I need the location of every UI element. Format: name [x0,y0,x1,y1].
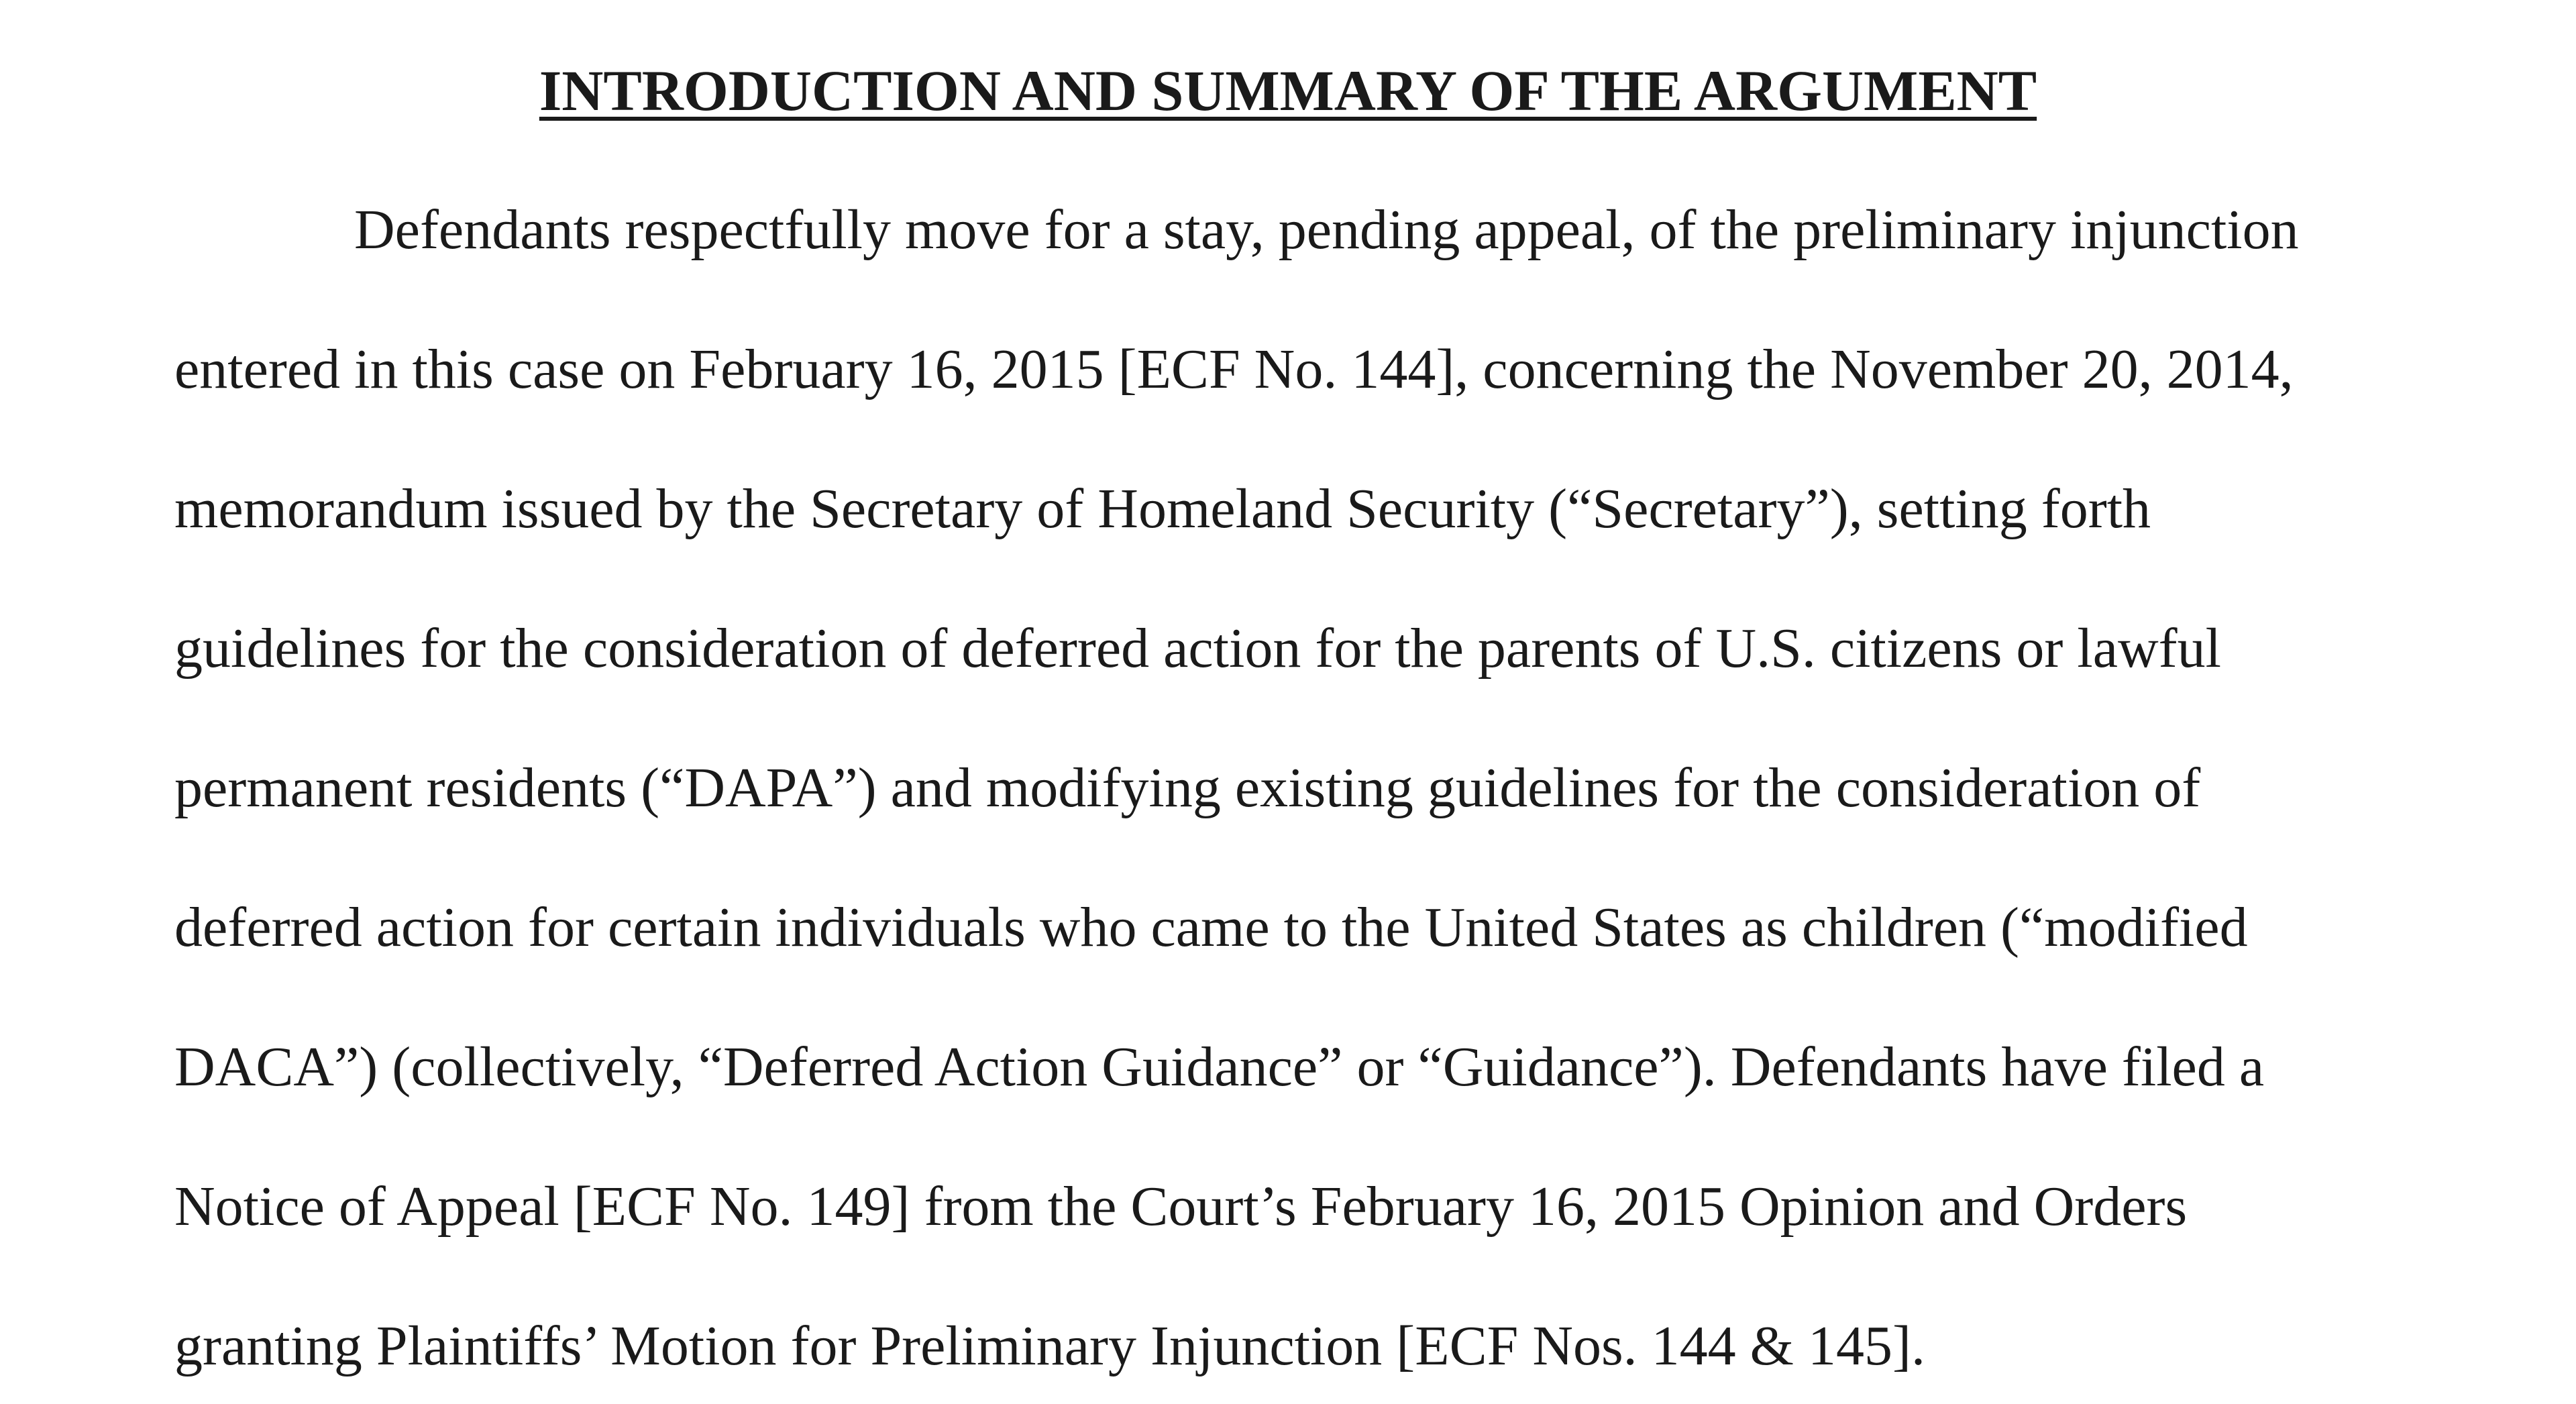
section-heading [0,54,2576,127]
paragraph-line-2: entered in this case on February 16, 2015 [ECF No. 144], concerning the November 20, 2014, [174,338,2294,400]
paragraph-line-9: granting Plaintiffs’ Motion for Preliminary Injunction [ECF Nos. 144 & 145]. [174,1315,1925,1377]
paragraph-line-1: Defendants respectfully move for a stay, pending appeal, of the preliminary injunction [354,199,2299,261]
paragraph-line-3: memorandum issued by the Secretary of Homeland Security (“Secretary”), setting forth [174,478,2151,540]
paragraph-line-5: permanent residents (“DAPA”) and modifying existing guidelines for the consideration of [174,757,2201,819]
paragraph-line-7: DACA”) (collectively, “Deferred Action Guidance” or “Guidance”). Defendants have filed a [174,1036,2265,1098]
section-heading-text: INTRODUCTION AND SUMMARY OF THE ARGUMENT [539,58,2037,123]
paragraph-line-6: deferred action for certain individuals who came to the United States as children (“modified [174,896,2248,959]
paragraph-line-8: Notice of Appeal [ECF No. 149] from the Court’s February 16, 2015 Opinion and Orders [174,1175,2188,1238]
paragraph-line-4: guidelines for the consideration of deferred action for the parents of U.S. citizens or lawful [174,617,2221,680]
